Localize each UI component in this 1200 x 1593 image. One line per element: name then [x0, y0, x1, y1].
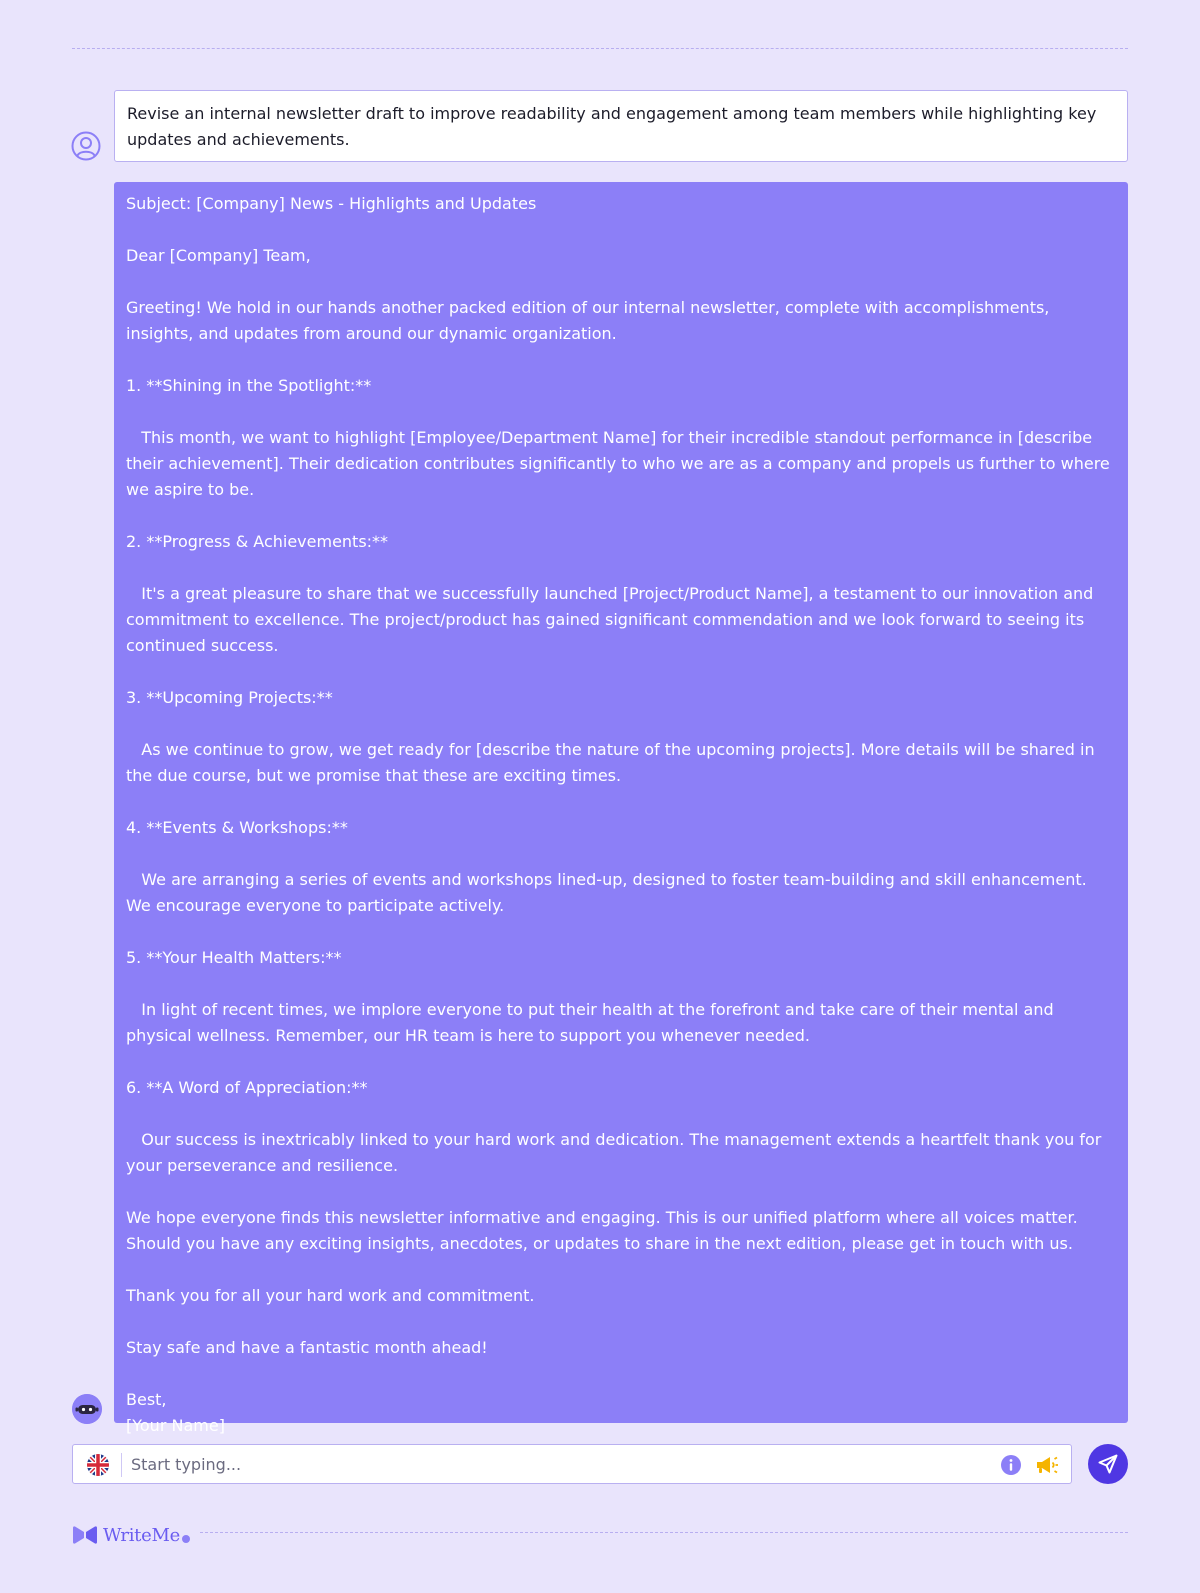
- bot-message-line: Stay safe and have a fantastic month ahead!: [126, 1338, 488, 1357]
- bot-message-line: [126, 217, 1116, 243]
- bot-message-line: [126, 711, 1116, 737]
- bot-avatar-icon: [72, 1394, 102, 1424]
- bot-message-line: 1. **Shining in the Spotlight:**: [126, 376, 372, 395]
- bot-message-line: In light of recent times, we implore everyone to put their health at the forefront and take care of their mental and physical wellness. Remember, our HR team is here to support you whenever needed.: [126, 1000, 1059, 1045]
- bot-message-line: Our success is inextricably linked to your hard work and dedication. The management extends a heartfelt thank you for your perseverance and resilience.: [126, 1130, 1107, 1175]
- user-avatar-icon: [71, 131, 101, 161]
- bot-message-line: We hope everyone finds this newsletter informative and engaging. This is our unified platform where all voices matter. Should you have any exciting insights, anecdotes, or updates to share in the next edition, please get in touch with us.: [126, 1208, 1083, 1253]
- bot-message-line: [126, 269, 1116, 295]
- bot-message-line: [126, 555, 1116, 581]
- bot-message-line: 6. **A Word of Appreciation:**: [126, 1078, 368, 1097]
- info-icon[interactable]: [1000, 1454, 1022, 1476]
- bot-message-line: We are arranging a series of events and workshops lined-up, designed to foster team-building and skill enhancement. We encourage everyone to participate actively.: [126, 870, 1092, 915]
- bot-message-line: Thank you for all your hard work and commitment.: [126, 1286, 535, 1305]
- bot-message-line: Greeting! We hold in our hands another packed edition of our internal newsletter, complete with accomplishments, insights, and updates from around our dynamic organization.: [126, 298, 1055, 343]
- bot-message-line: It's a great pleasure to share that we successfully launched [Project/Product Name], a testament to our innovation and commitment to excellence. The project/product has gained significant commendation and we look forward to seeing its continued success.: [126, 584, 1099, 655]
- bot-message-line: 4. **Events & Workshops:**: [126, 818, 348, 837]
- uk-flag-icon[interactable]: [87, 1454, 109, 1476]
- top-divider: [72, 48, 1128, 49]
- bot-message-line: 5. **Your Health Matters:**: [126, 948, 342, 967]
- bot-message-line: [126, 1257, 1116, 1283]
- brand-name: WriteMe: [103, 1524, 180, 1546]
- user-message-text: Revise an internal newsletter draft to improve readability and engagement among team members while highlighting key updates and achievements.: [127, 104, 1097, 149]
- bot-message-line: Subject: [Company] News - Highlights and Updates: [126, 194, 537, 213]
- bot-message-line: [126, 1049, 1116, 1075]
- bot-message-line: [126, 1309, 1116, 1335]
- bot-message-line: Best,: [126, 1390, 167, 1409]
- bot-message-line: 3. **Upcoming Projects:**: [126, 688, 333, 707]
- brand-logo: [72, 1522, 190, 1548]
- bot-message-line: [126, 399, 1116, 425]
- bot-message-line: 2. **Progress & Achievements:**: [126, 532, 389, 551]
- bot-message-line: This month, we want to highlight [Employee/Department Name] for their incredible standout performance in [describe their achievement]. Their dedication contributes significantly to who we are as a company and propels us further to where we aspire to be.: [126, 428, 1115, 499]
- bot-message-line: As we continue to grow, we get ready for [describe the nature of the upcoming projects]. More details will be shared in the due course, but we promise that these are exciting times.: [126, 740, 1100, 785]
- bot-message-line: Dear [Company] Team,: [126, 246, 311, 265]
- bot-message-line: [126, 659, 1116, 685]
- bot-message-bubble: [114, 182, 1128, 1435]
- megaphone-icon[interactable]: [1035, 1454, 1059, 1476]
- send-icon: [1098, 1454, 1118, 1474]
- bot-message-line: [126, 503, 1116, 529]
- bot-message-line: [126, 1179, 1116, 1205]
- bot-message-line: [126, 1361, 1116, 1387]
- bottom-divider: [200, 1532, 1128, 1533]
- brand-dot: [182, 1535, 190, 1543]
- message-input[interactable]: [131, 1451, 971, 1477]
- user-message-bubble: [114, 90, 1128, 162]
- writeme-logo-icon: [72, 1525, 98, 1545]
- message-input-bar: [72, 1444, 1072, 1484]
- bot-message-line: [126, 347, 1116, 373]
- bot-message-line: [126, 971, 1116, 997]
- bot-message-line: [126, 919, 1116, 945]
- bot-message-line: [Your Name]: [126, 1416, 225, 1435]
- input-separator: [121, 1453, 122, 1477]
- bot-message-line: [126, 789, 1116, 815]
- bot-message-line: [126, 1101, 1116, 1127]
- bot-message-line: [126, 841, 1116, 867]
- send-button[interactable]: [1088, 1444, 1128, 1484]
